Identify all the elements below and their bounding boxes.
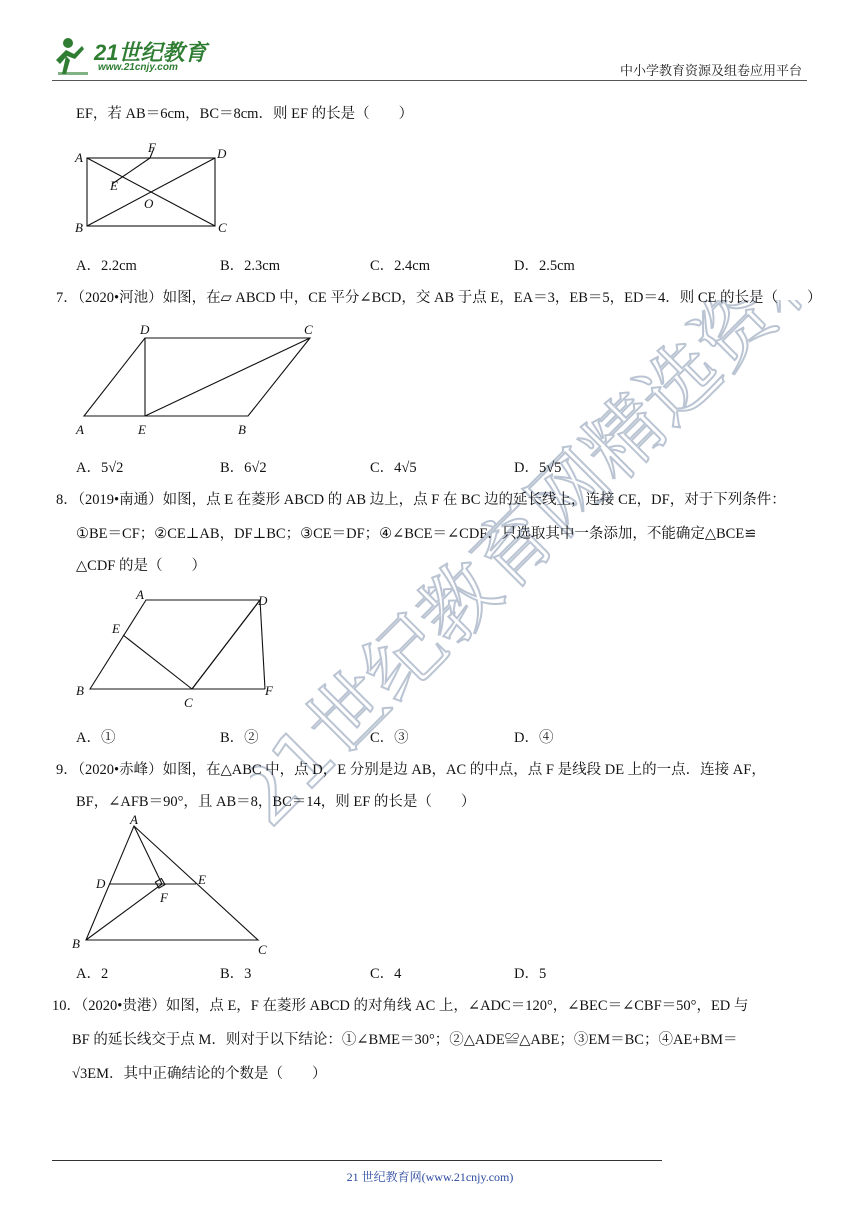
label-D: D <box>96 876 106 891</box>
label-A: A <box>76 422 84 437</box>
q9-option-d[interactable]: D．5 <box>514 966 547 982</box>
q7-option-b[interactable]: B．6√2 <box>220 460 267 476</box>
label-B: B <box>75 220 83 235</box>
q10-stem-line3: √3EM．其中正确结论的个数是（ ） <box>72 1066 327 1082</box>
label-C: C <box>218 220 227 235</box>
label-C: C <box>184 695 193 710</box>
q8-option-b[interactable]: B．② <box>220 730 259 746</box>
label-B: B <box>72 936 80 951</box>
q8-stem-line2: ①BE＝CF；②CE⊥AB，DF⊥BC；③CE＝DF；④∠BCE＝∠CDF．只选取其中一条添加，不能确定△BCE≌ <box>76 526 757 542</box>
label-D: D <box>258 593 268 608</box>
label-B: B <box>76 683 84 698</box>
q8-option-c[interactable]: C．③ <box>370 730 409 746</box>
q9-option-a[interactable]: A．2 <box>76 966 109 982</box>
header-divider <box>52 80 807 81</box>
q10-stem-line1: 10．（2020•贵港）如图，点 E，F 在菱形 ABCD 的对角线 AC 上，∠ADC＝120°，∠BEC＝∠CBF＝50°，ED 与 <box>52 998 749 1014</box>
site-logo <box>48 34 228 78</box>
label-C: C <box>258 942 267 957</box>
q9-stem-line2: BF，∠AFB＝90°，且 AB＝8，BC＝14，则 EF 的长是（ ） <box>76 794 476 810</box>
q7-option-d[interactable]: D．5√5 <box>514 460 562 476</box>
q6-figure <box>70 140 240 245</box>
label-E: E <box>112 621 120 636</box>
q6-stem-tail: EF，若 AB＝6cm，BC＝8cm．则 EF 的长是（ ） <box>76 106 414 122</box>
q7-option-a[interactable]: A．5√2 <box>76 460 124 476</box>
q6-option-c[interactable]: C．2.4cm <box>370 258 431 274</box>
svg-text:21世纪教育网精选资料: 21世纪教育网精选资料 <box>250 300 810 844</box>
logo-url: www.21cnjy.com <box>98 62 178 73</box>
label-O: O <box>144 196 154 211</box>
q6-option-d[interactable]: D．2.5cm <box>514 258 575 274</box>
q6-option-b[interactable]: B．2.3cm <box>220 258 281 274</box>
q8-stem-line1: 8．（2019•南通）如图，点 E 在菱形 ABCD 的 AB 边上，点 F 在 BC 边的延长线上，连接 CE，DF，对于下列条件： <box>56 492 786 508</box>
footer-divider <box>52 1160 662 1161</box>
q8-option-a[interactable]: A．① <box>76 730 116 746</box>
label-D: D <box>217 146 227 161</box>
label-F: F <box>160 890 168 905</box>
q10-stem-line2: BF 的延长线交于点 M．则对于以下结论：①∠BME＝30°；②△ADE≌△ABE；③EM＝BC；④AE+BM＝ <box>72 1032 738 1048</box>
q9-option-c[interactable]: C．4 <box>370 966 402 982</box>
q9-option-b[interactable]: B．3 <box>220 966 252 982</box>
label-E: E <box>110 178 118 193</box>
platform-title: 中小学教育资源及组卷应用平台 <box>619 63 802 78</box>
q8-stem-line3: △CDF 的是（ ） <box>76 558 206 574</box>
label-E: E <box>138 422 146 437</box>
label-F: F <box>265 683 273 698</box>
q6-option-a[interactable]: A．2.2cm <box>76 258 137 274</box>
label-A: A <box>130 812 138 827</box>
label-A: A <box>75 150 83 165</box>
label-F: F <box>148 140 156 155</box>
logo-text: 21世纪教育 <box>94 40 207 65</box>
q7-stem: 7．（2020•河池）如图，在▱ ABCD 中，CE 平分∠BCD，交 AB 于点 E，EA＝3，EB＝5，ED＝4．则 CE 的长是（ ） <box>56 290 822 306</box>
q8-option-d[interactable]: D．④ <box>514 730 554 746</box>
q9-stem-line1: 9．（2020•赤峰）如图，在△ABC 中，点 D，E 分别是边 AB，AC 的中点，点 F 是线段 DE 上的一点．连接 AF， <box>56 762 766 778</box>
label-A: A <box>136 587 144 602</box>
q7-option-c[interactable]: C．4√5 <box>370 460 417 476</box>
label-D: D <box>140 322 150 337</box>
q8-figure <box>70 585 290 720</box>
label-E: E <box>198 872 206 887</box>
label-B: B <box>238 422 246 437</box>
label-C: C <box>304 322 313 337</box>
q9-figure <box>70 812 280 962</box>
q7-figure <box>70 320 330 445</box>
footer-text[interactable]: 21 世纪教育网(www.21cnjy.com) <box>346 1170 514 1184</box>
